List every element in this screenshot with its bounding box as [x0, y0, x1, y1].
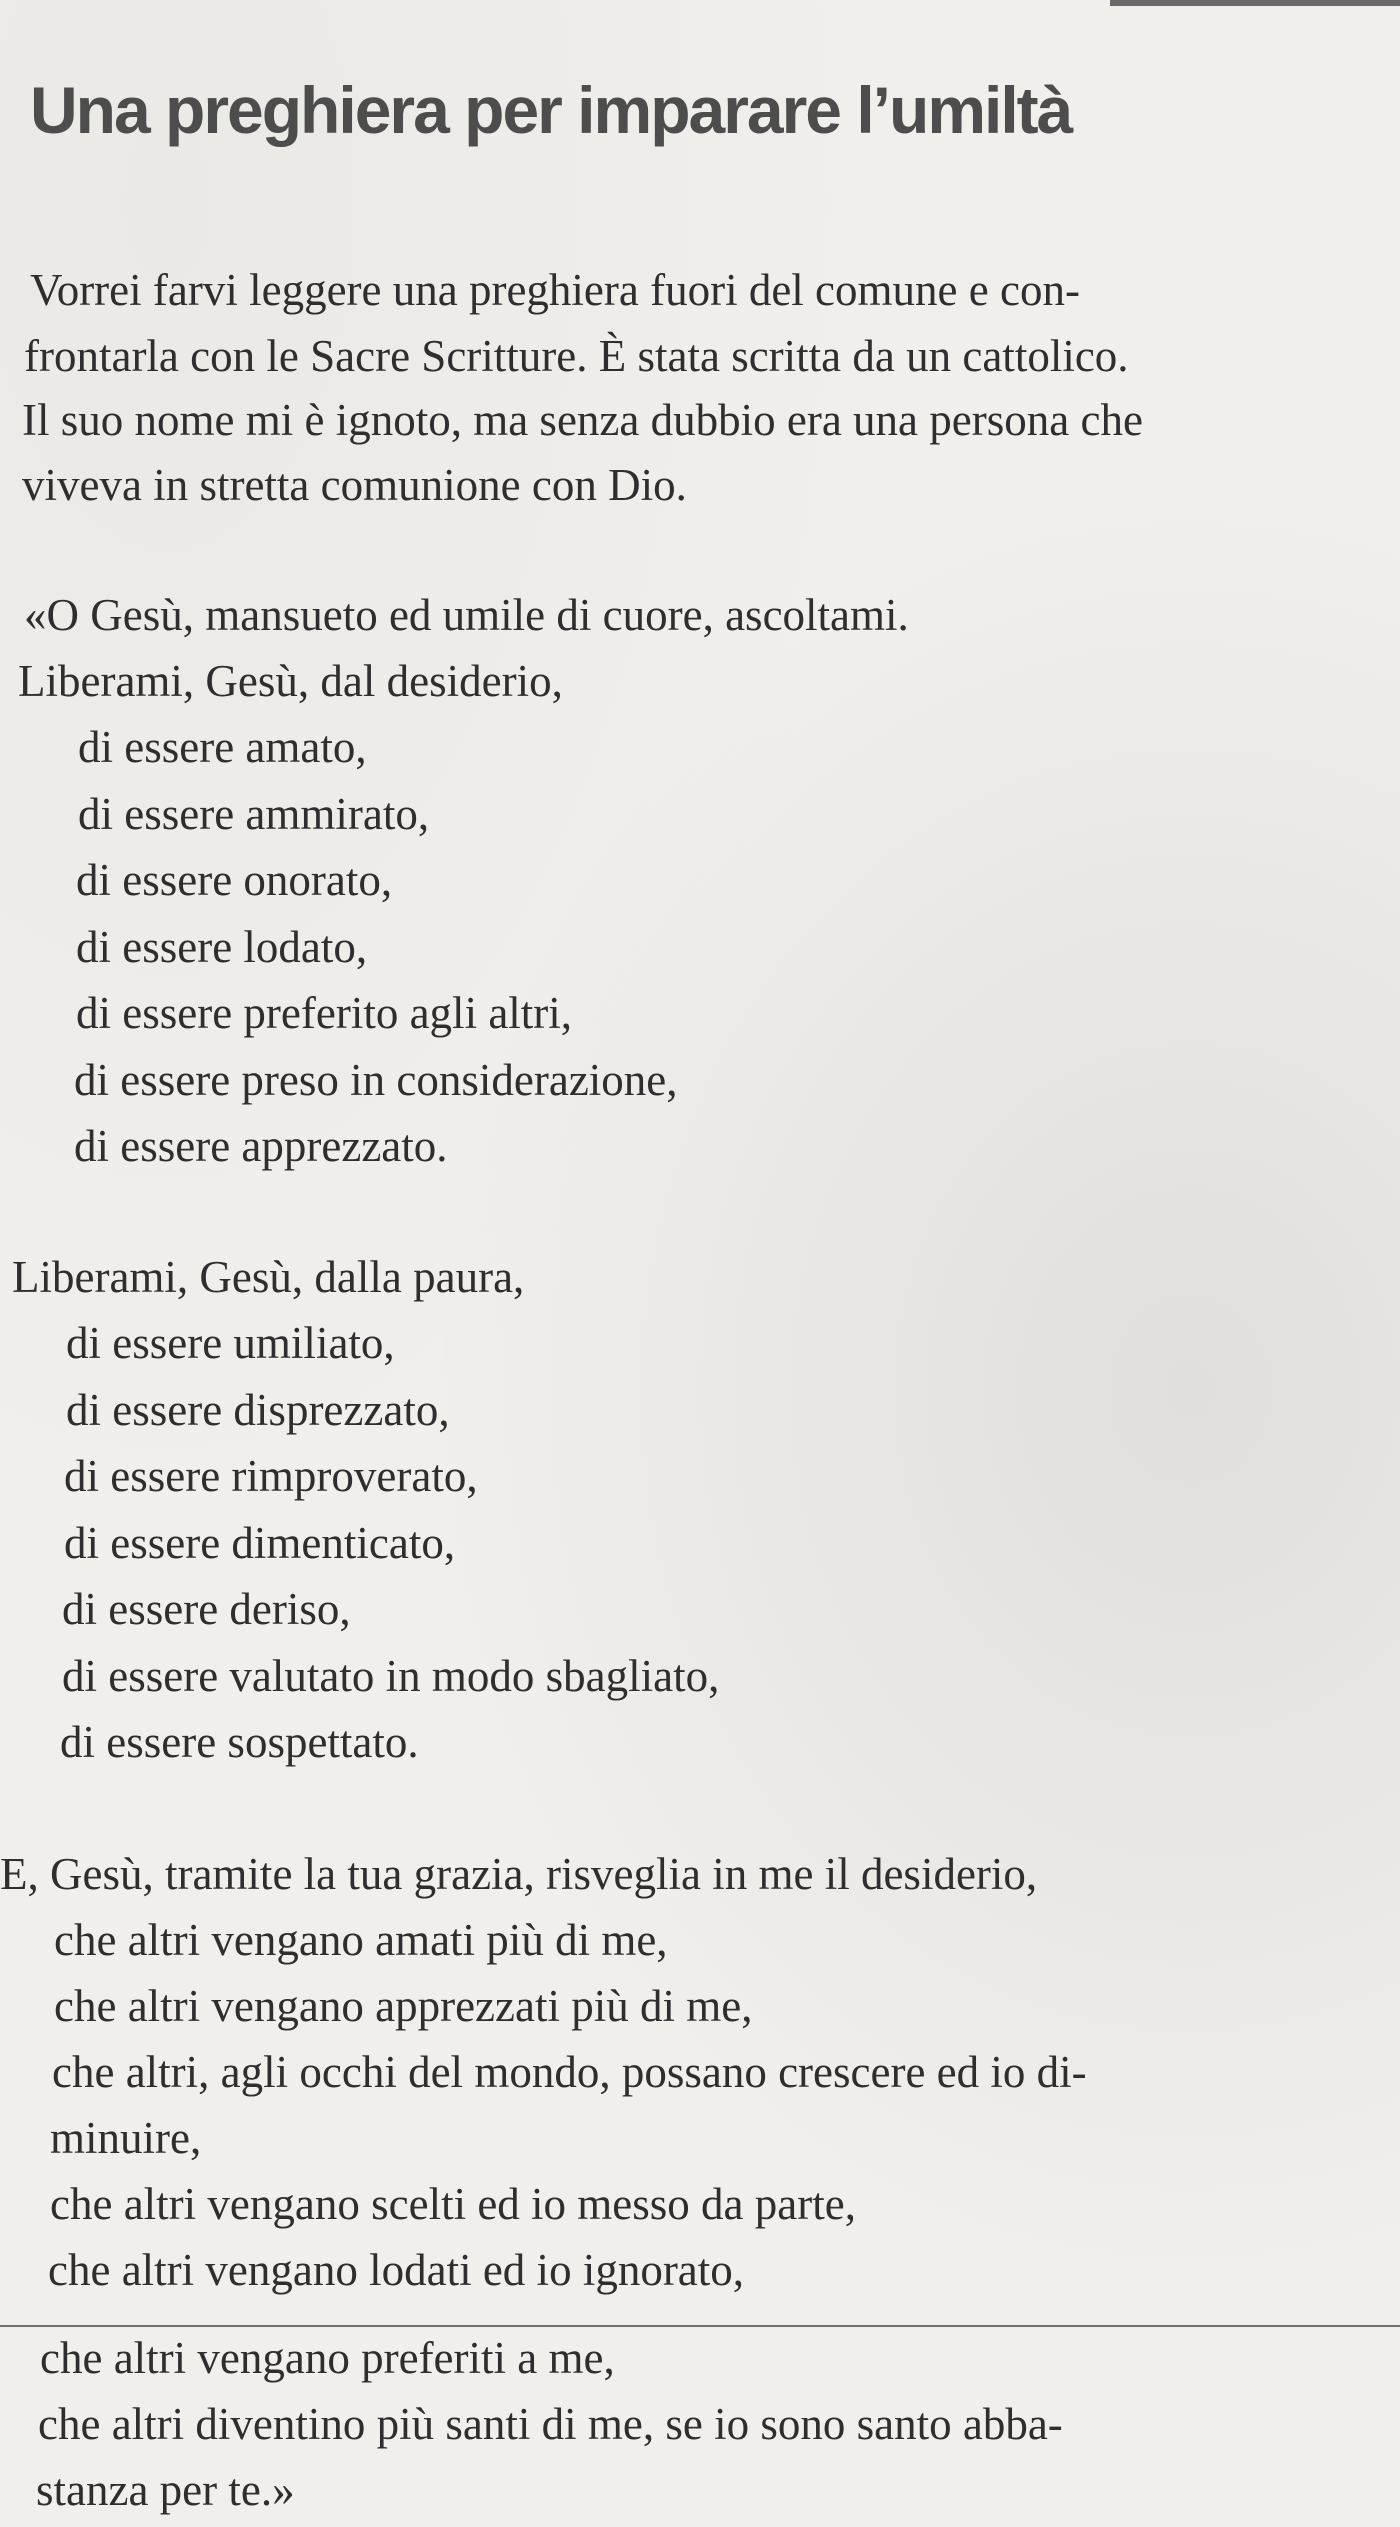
prayer-line: stanza per te.» [36, 2465, 295, 2515]
prayer-line: Liberami, Gesù, dalla paura, [12, 1252, 525, 1302]
prayer-line: di essere preso in considerazione, [74, 1055, 678, 1105]
prayer-line: «O Gesù, mansueto ed umile di cuore, ascoltami. [24, 590, 909, 640]
intro-line: frontarla con le Sacre Scritture. È stata scritta da un cattolico. [24, 331, 1129, 381]
article-title: Una preghiera per imparare l’umiltà [30, 73, 1072, 147]
prayer-line: di essere apprezzato. [74, 1121, 448, 1171]
prayer-line: di essere dimenticato, [64, 1518, 456, 1568]
prayer-line: di essere sospettato. [60, 1717, 419, 1767]
prayer-line: Liberami, Gesù, dal desiderio, [18, 656, 563, 706]
prayer-line: di essere deriso, [62, 1584, 351, 1634]
top-rule [1110, 0, 1400, 6]
prayer-line: di essere amato, [78, 722, 367, 772]
page-fold-line [0, 2325, 1400, 2327]
prayer-line: che altri vengano scelti ed io messo da parte, [50, 2179, 856, 2229]
prayer-line: di essere lodato, [76, 922, 368, 972]
prayer-line: minuire, [50, 2113, 202, 2163]
prayer-line: di essere onorato, [76, 855, 393, 905]
prayer-line: che altri vengano amati più di me, [54, 1915, 668, 1965]
intro-line: Vorrei farvi leggere una preghiera fuori del comune e con- [30, 265, 1080, 315]
intro-line: Il suo nome mi è ignoto, ma senza dubbio era una persona che [22, 395, 1143, 445]
prayer-line: di essere rimproverato, [64, 1451, 478, 1501]
prayer-line: di essere umiliato, [66, 1318, 395, 1368]
prayer-line: che altri vengano lodati ed io ignorato, [48, 2245, 745, 2295]
prayer-line: di essere disprezzato, [66, 1385, 450, 1435]
prayer-line: che altri diventino più santi di me, se io sono santo abba- [38, 2399, 1063, 2449]
prayer-line: di essere valutato in modo sbagliato, [62, 1651, 720, 1701]
intro-line: viveva in stretta comunione con Dio. [22, 460, 687, 510]
prayer-line: che altri, agli occhi del mondo, possano crescere ed io di- [52, 2047, 1087, 2097]
prayer-line: di essere preferito agli altri, [76, 988, 573, 1038]
prayer-line: di essere ammirato, [78, 789, 430, 839]
prayer-line: che altri vengano apprezzati più di me, [54, 1981, 753, 2031]
prayer-line: E, Gesù, tramite la tua grazia, risveglia in me il desiderio, [0, 1849, 1038, 1899]
prayer-line: che altri vengano preferiti a me, [40, 2333, 615, 2383]
